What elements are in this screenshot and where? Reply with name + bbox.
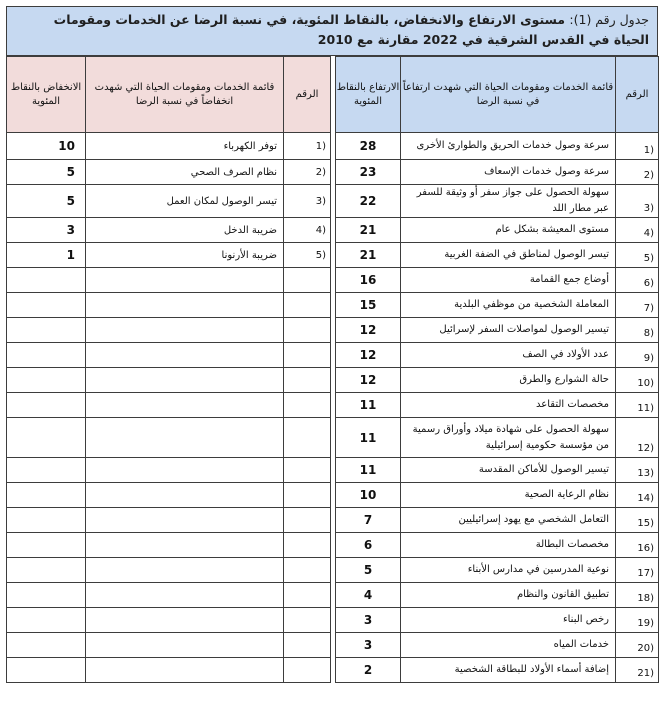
drop-row-name (86, 483, 284, 508)
rise-row-points: 11 (336, 418, 401, 458)
rise-row-number: (17 (616, 558, 659, 583)
rise-row-name: عدد الأولاد في الصف (401, 343, 616, 368)
header-rise-list: قائمة الخدمات ومقومات الحياة التي شهدت ارتفاعاً في نسبة الرضا (401, 57, 616, 133)
rise-row-number: (5 (616, 243, 659, 268)
rise-row-name: مستوى المعيشة بشكل عام (401, 218, 616, 243)
rise-row-name: تيسير الوصول للأماكن المقدسة (401, 458, 616, 483)
header-drop-list: قائمة الخدمات ومقومات الحياة التي شهدت انخفاضاً في نسبة الرضا (86, 57, 284, 133)
column-separator (331, 583, 336, 608)
column-separator (331, 293, 336, 318)
table-row (7, 318, 659, 343)
drop-row-number (284, 343, 331, 368)
drop-row-number (284, 508, 331, 533)
column-separator (331, 160, 336, 185)
rise-row-name: حالة الشوارع والطرق (401, 368, 616, 393)
rise-row-name: سهولة الحصول على جواز سفر أو وثيقة للسفر عبر مطار اللد (401, 185, 616, 218)
drop-row-number (284, 558, 331, 583)
drop-row-points (7, 633, 86, 658)
column-separator (331, 57, 336, 133)
drop-row-number: (3 (284, 185, 331, 218)
drop-row-number (284, 418, 331, 458)
drop-row-number (284, 268, 331, 293)
column-separator (331, 268, 336, 293)
table-row (7, 558, 659, 583)
rise-row-number: (19 (616, 608, 659, 633)
drop-row-points: 5 (7, 185, 86, 218)
rise-row-number: (9 (616, 343, 659, 368)
table-row (7, 633, 659, 658)
rise-row-number: (3 (616, 185, 659, 218)
table-row (7, 243, 659, 268)
drop-row-number (284, 483, 331, 508)
table-row (7, 533, 659, 558)
drop-row-points: 3 (7, 218, 86, 243)
drop-row-name: تيسر الوصول لمكان العمل (86, 185, 284, 218)
header-rise-number: الرقم (616, 57, 659, 133)
rise-row-number: (2 (616, 160, 659, 185)
drop-row-points: 10 (7, 133, 86, 160)
table-row (7, 508, 659, 533)
rise-row-name: تيسر الوصول لمناطق في الضفة الغربية (401, 243, 616, 268)
rise-row-points: 23 (336, 160, 401, 185)
rise-row-number: (11 (616, 393, 659, 418)
drop-row-name (86, 268, 284, 293)
rise-row-number: (1 (616, 133, 659, 160)
drop-row-points (7, 533, 86, 558)
header-drop-number: الرقم (284, 57, 331, 133)
column-separator (331, 458, 336, 483)
table-row (7, 483, 659, 508)
rise-row-number: (10 (616, 368, 659, 393)
drop-row-points (7, 393, 86, 418)
report-table-container (6, 6, 658, 708)
rise-row-name: إضافة أسماء الأولاد للبطاقة الشخصية (401, 658, 616, 683)
header-rise-points: الارتفاع بالنقاط المئوية (336, 57, 401, 133)
drop-row-points (7, 368, 86, 393)
drop-row-points (7, 608, 86, 633)
drop-row-number: (1 (284, 133, 331, 160)
rise-row-points: 6 (336, 533, 401, 558)
drop-row-name (86, 608, 284, 633)
column-separator (331, 508, 336, 533)
rise-row-points: 12 (336, 318, 401, 343)
table-row (7, 368, 659, 393)
drop-row-points (7, 583, 86, 608)
rise-row-points: 4 (336, 583, 401, 608)
drop-row-number (284, 608, 331, 633)
rise-row-number: (14 (616, 483, 659, 508)
rise-row-name: تيسير الوصول لمواصلات السفر لإسرائيل (401, 318, 616, 343)
table-title (6, 6, 658, 56)
rise-row-points: 3 (336, 608, 401, 633)
satisfaction-table (6, 56, 659, 683)
rise-row-name: تطبيق القانون والنظام (401, 583, 616, 608)
drop-row-number (284, 393, 331, 418)
drop-row-name: نظام الصرف الصحي (86, 160, 284, 185)
rise-row-points: 11 (336, 458, 401, 483)
column-separator (331, 533, 336, 558)
rise-row-points: 7 (336, 508, 401, 533)
drop-row-number (284, 583, 331, 608)
drop-row-points: 5 (7, 160, 86, 185)
column-separator (331, 483, 336, 508)
column-separator (331, 418, 336, 458)
column-separator (331, 318, 336, 343)
rise-row-name: أوضاع جمع القمامة (401, 268, 616, 293)
column-separator (331, 658, 336, 683)
drop-row-points (7, 508, 86, 533)
drop-row-points (7, 318, 86, 343)
rise-row-points: 2 (336, 658, 401, 683)
drop-row-number: (5 (284, 243, 331, 268)
rise-row-points: 10 (336, 483, 401, 508)
column-separator (331, 393, 336, 418)
rise-row-name: خدمات المياه (401, 633, 616, 658)
drop-row-name (86, 533, 284, 558)
rise-row-number: (8 (616, 318, 659, 343)
table-row (7, 160, 659, 185)
column-separator (331, 185, 336, 218)
table-row (7, 393, 659, 418)
rise-row-points: 15 (336, 293, 401, 318)
rise-row-number: (15 (616, 508, 659, 533)
drop-row-points (7, 658, 86, 683)
drop-row-name (86, 658, 284, 683)
drop-row-points (7, 558, 86, 583)
rise-row-number: (7 (616, 293, 659, 318)
drop-row-number (284, 318, 331, 343)
rise-row-name: التعامل الشخصي مع يهود إسرائيليين (401, 508, 616, 533)
drop-row-name: ضريبة الأرنونا (86, 243, 284, 268)
drop-row-name (86, 293, 284, 318)
column-separator (331, 608, 336, 633)
column-separator (331, 368, 336, 393)
drop-row-number: (2 (284, 160, 331, 185)
drop-row-points: 1 (7, 243, 86, 268)
column-separator (331, 133, 336, 160)
drop-row-name (86, 343, 284, 368)
rise-row-number: (4 (616, 218, 659, 243)
table-row (7, 293, 659, 318)
drop-row-name (86, 393, 284, 418)
drop-row-name (86, 633, 284, 658)
column-separator (331, 243, 336, 268)
drop-row-points (7, 268, 86, 293)
drop-row-points (7, 458, 86, 483)
rise-row-points: 16 (336, 268, 401, 293)
header-row (7, 57, 659, 133)
drop-row-name (86, 508, 284, 533)
drop-row-number (284, 533, 331, 558)
rise-row-points: 21 (336, 243, 401, 268)
drop-row-number (284, 293, 331, 318)
drop-row-points (7, 293, 86, 318)
rise-row-name: نوعية المدرسين في مدارس الأبناء (401, 558, 616, 583)
drop-row-name (86, 583, 284, 608)
drop-row-points (7, 343, 86, 368)
drop-row-points (7, 418, 86, 458)
table-row (7, 583, 659, 608)
table-title-text: مستوى الارتفاع والانخفاض، بالنقاط المئوية، في نسبة الرضا عن الخدمات ومقومات الحياة في القدس الشرقية في 2022 مقارنة مع 2010 (53, 12, 649, 47)
rise-row-number: (6 (616, 268, 659, 293)
table-row (7, 458, 659, 483)
rise-row-number: (13 (616, 458, 659, 483)
drop-row-number (284, 458, 331, 483)
table-row (7, 185, 659, 218)
table-title-lead: جدول رقم (1): (569, 12, 649, 27)
rise-row-points: 11 (336, 393, 401, 418)
rise-row-points: 12 (336, 343, 401, 368)
column-separator (331, 218, 336, 243)
table-row (7, 218, 659, 243)
table-row (7, 418, 659, 458)
drop-row-name: ضريبة الدخل (86, 218, 284, 243)
rise-row-points: 3 (336, 633, 401, 658)
rise-row-points: 28 (336, 133, 401, 160)
drop-row-number: (4 (284, 218, 331, 243)
drop-row-name (86, 458, 284, 483)
rise-row-number: (12 (616, 418, 659, 458)
column-separator (331, 343, 336, 368)
drop-row-name (86, 418, 284, 458)
rise-row-name: المعاملة الشخصية من موظفي البلدية (401, 293, 616, 318)
drop-row-number (284, 633, 331, 658)
rise-row-name: نظام الرعاية الصحية (401, 483, 616, 508)
drop-row-number (284, 368, 331, 393)
rise-row-points: 5 (336, 558, 401, 583)
rise-row-name: مخصصات التقاعد (401, 393, 616, 418)
rise-row-points: 22 (336, 185, 401, 218)
table-row (7, 608, 659, 633)
table-row (7, 268, 659, 293)
drop-row-name: توفر الكهرباء (86, 133, 284, 160)
rise-row-points: 12 (336, 368, 401, 393)
column-separator (331, 558, 336, 583)
drop-row-points (7, 483, 86, 508)
table-row (7, 658, 659, 683)
rise-row-name: رخص البناء (401, 608, 616, 633)
drop-row-name (86, 558, 284, 583)
rise-row-name: سرعة وصول خدمات الإسعاف (401, 160, 616, 185)
rise-row-name: مخصصات البطالة (401, 533, 616, 558)
table-row (7, 343, 659, 368)
rise-row-number: (20 (616, 633, 659, 658)
drop-row-number (284, 658, 331, 683)
rise-row-name: سرعة وصول خدمات الحريق والطوارئ الأخرى (401, 133, 616, 160)
rise-row-number: (21 (616, 658, 659, 683)
rise-row-points: 21 (336, 218, 401, 243)
header-drop-points: الانخفاض بالنقاط المئوية (7, 57, 86, 133)
drop-row-name (86, 368, 284, 393)
table-row (7, 133, 659, 160)
drop-row-name (86, 318, 284, 343)
rise-row-number: (16 (616, 533, 659, 558)
rise-row-number: (18 (616, 583, 659, 608)
column-separator (331, 633, 336, 658)
rise-row-name: سهولة الحصول على شهادة ميلاد وأوراق رسمية من مؤسسة حكومية إسرائيلية (401, 418, 616, 458)
